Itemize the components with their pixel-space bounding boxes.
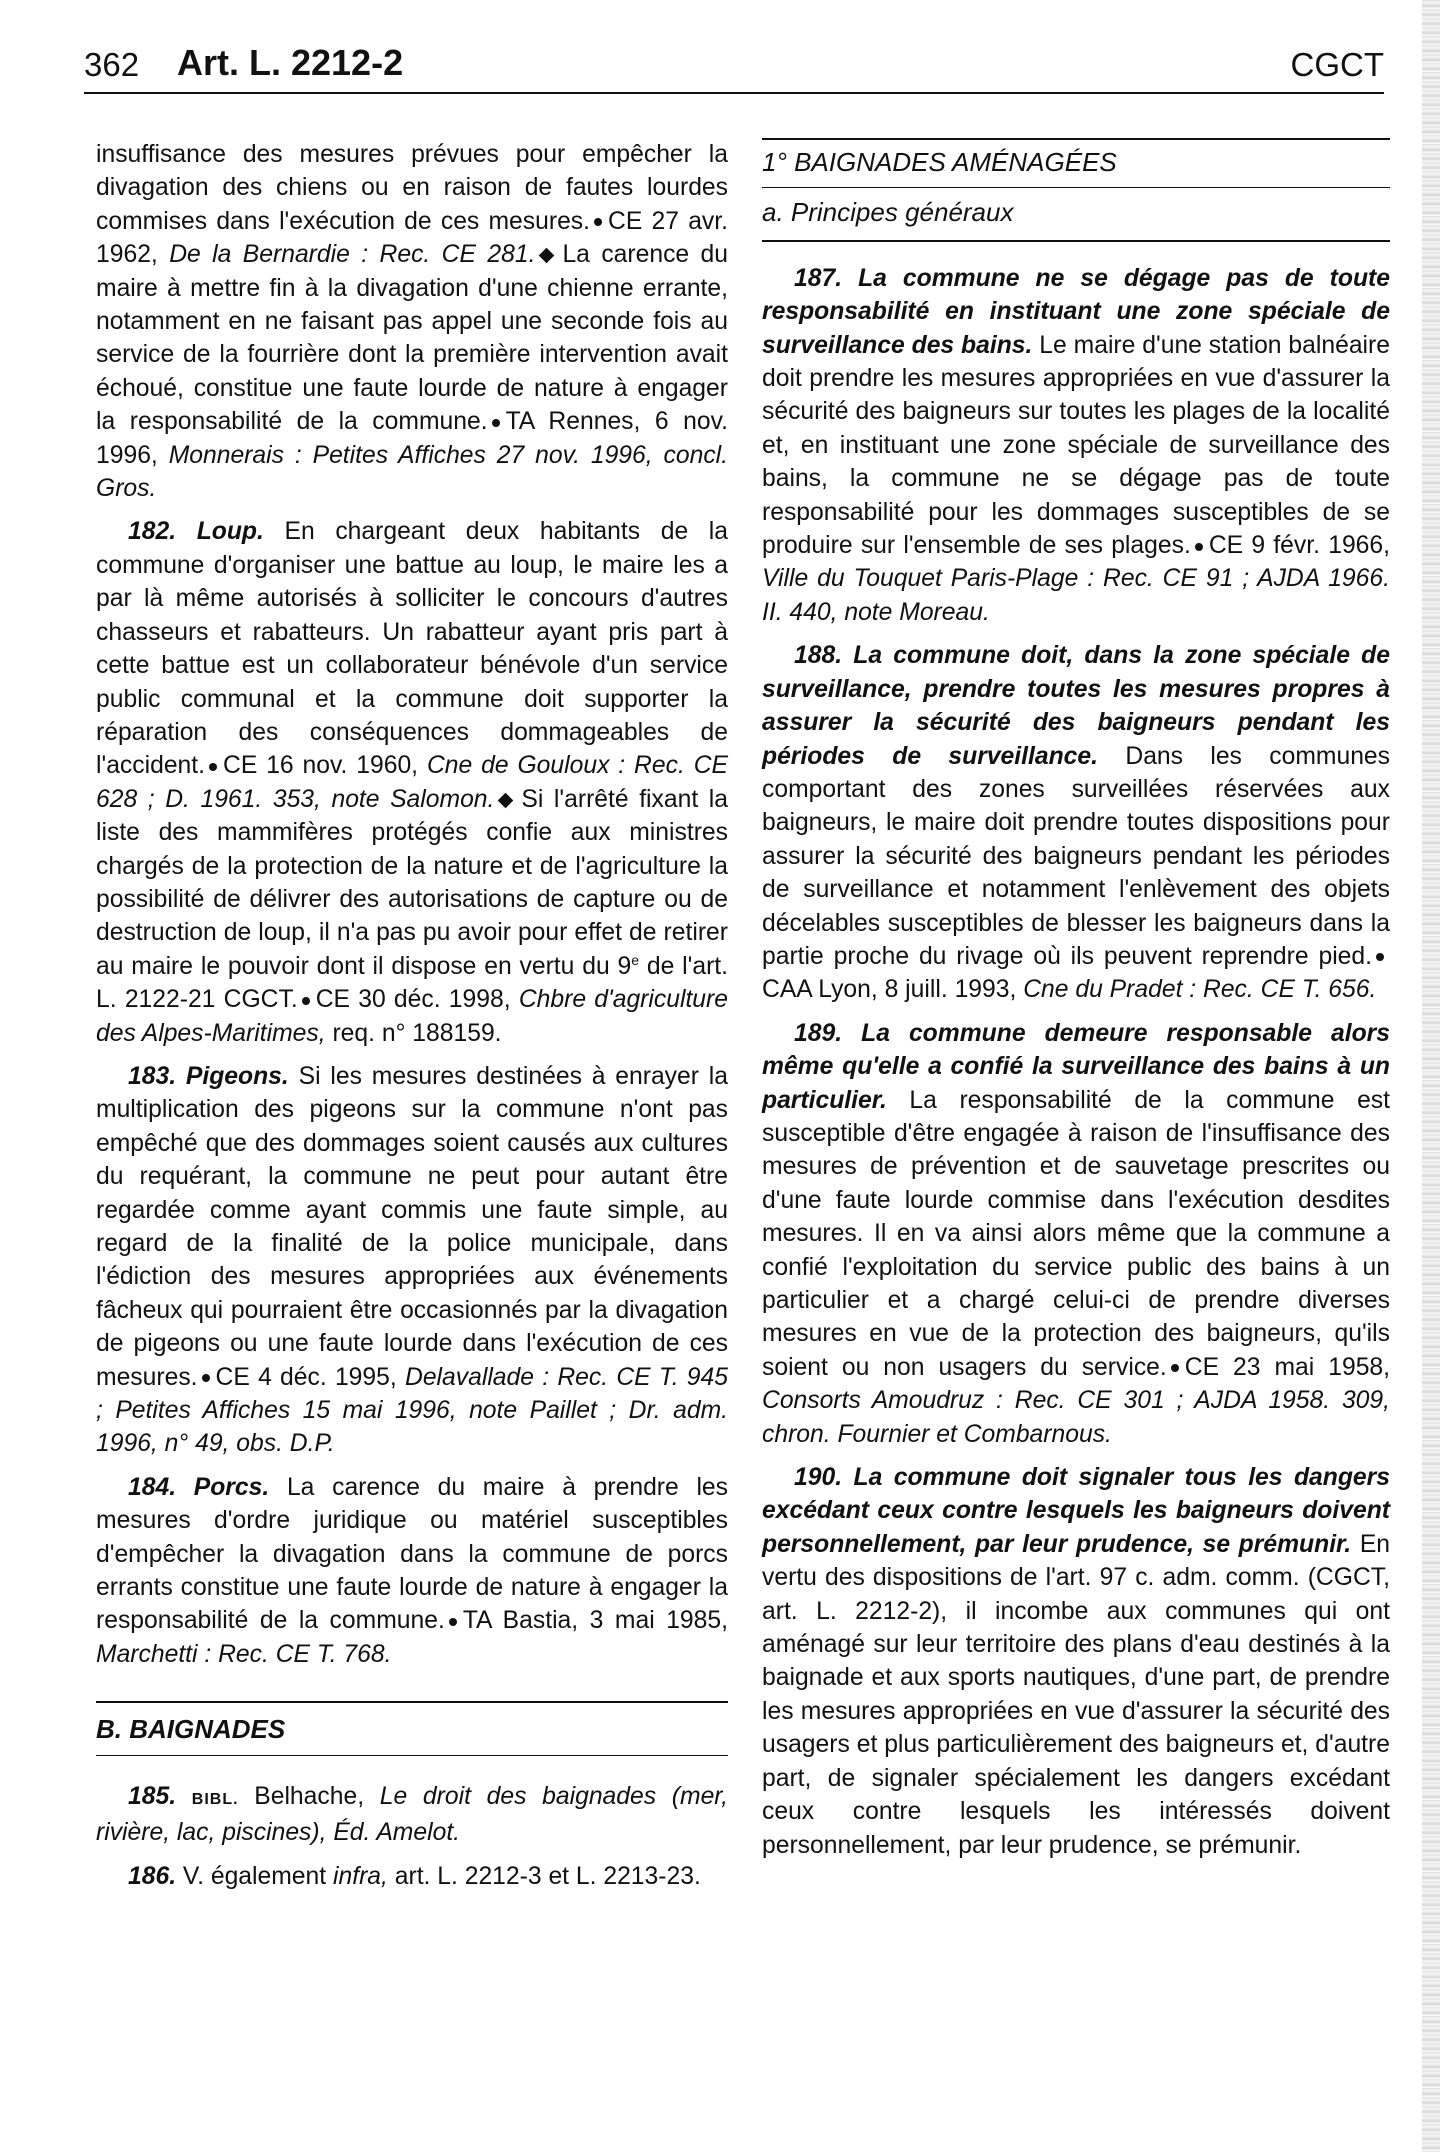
section-heading-baignades: B. BAIGNADES <box>96 1701 728 1755</box>
diamond-icon <box>498 792 514 808</box>
paragraph-188: 188. La commune doit, dans la zone spéciale de surveillance, prendre toutes les mesures propres à assurer la sécurité des baigneurs pendant les périodes de surveillance. Dans les communes comportant des zones surveillées réservées aux baigneurs, le maire doit prendre toutes dispositions pour assurer la sécurité des baigneurs pendant les périodes de surveillance et notamment l'enlèvement des objets décelables susceptibles de blesser les baigneurs dans la partie proche du rivage où ils peuvent reprendre pied.CAA Lyon, 8 juill. 1993, Cne du Pradet : Rec. CE T. 656. <box>762 642 1390 1004</box>
subsection-heading-principes: a. Principes généraux <box>762 188 1390 241</box>
bullet-icon <box>1376 953 1384 961</box>
code-name: CGCT <box>1290 46 1384 83</box>
paragraph-182: 182. Loup. En chargeant deux habitants de la commune d'organiser une battue au loup, le maire les a par là même autorisés à solliciter le concours d'autres chasseurs et rabatteurs. Un rabatteur ayant pris part à cette battue est un collaborateur bénévole d'un service public communal et la commune doit supporter la réparation des conséquences dommageables de l'accident. CE 16 nov. 1960, Cne de Gouloux : Rec. CE 628 ; D. 1961. 353, note Salomon. Si l'arrêté fixant la liste des mammifères protégés confie aux ministres chargés de la protection de la nature et de l'agriculture la possibilité de délivrer des autorisations de capture ou de destruction de loup, il n'a pas pu avoir pour effet de retirer au maire le pouvoir dont il dispose en vertu du 9e de l'art. L. 2122-21 CGCT. CE 30 déc. 1998, Chbre d'agriculture des Alpes-Maritimes, req. n° 188159. <box>96 518 729 1047</box>
paragraph-190: 190. La commune doit signaler tous les dangers excédant ceux contre lesquels les baigneurs doivent personnellement, par leur prudence, se prémunir. En vertu des dispositions de l'art. 97 c. adm. comm. (CGCT, art. L. 2212-2), il incombe aux communes qui ont aménagé sur leur territoire des plans d'eau destinés à la baignade et aux sports nautiques, d'une part, de prendre les mesures appropriées en vue d'assurer la sécurité des usagers et plus particulièrement des baigneurs et, d'autre part, de signaler spécialement les dangers excédant ceux contre lesquels les intéressés doivent personnellement, par leur prudence, se prémunir. <box>762 1464 1391 1859</box>
bullet-icon <box>202 1374 210 1382</box>
paragraph-187: 187. La commune ne se dégage pas de toute responsabilité en instituant une zone spéciale de surveillance des bains. Le maire d'une station balnéaire doit prendre les mesures appropriées en vue d'assurer la sécurité des baigneurs sur toutes les plages de la localité et, en instituant une zone spéciale de surveillance des bains, la commune ne se dégage pas de toute responsabilité pour les dommages susceptibles de se produire sur l'ensemble de ses plages. CE 9 févr. 1966, Ville du Touquet Paris-Plage : Rec. CE 91 ; AJDA 1966. II. 440, note Moreau. <box>762 264 1391 626</box>
article-reference: Art. L. 2212-2 <box>177 42 404 83</box>
page-header <box>84 40 1384 96</box>
paragraph-184: 184. Porcs. La carence du maire à prendre les mesures d'ordre juridique ou matériel susceptibles d'empêcher la divagation dans la commune de porcs errants constitue une faute lourde de nature à engager la responsabilité de la commune. TA Bastia, 3 mai 1985, Marchetti : Rec. CE T. 768. <box>96 1473 729 1668</box>
bullet-icon <box>1195 543 1203 551</box>
right-column <box>762 138 1390 1872</box>
paragraph-186: 186. V. également infra, art. L. 2212-3 et L. 2213-23. <box>128 1862 701 1890</box>
bullet-icon <box>449 1618 457 1626</box>
header-rule <box>84 92 1384 94</box>
paragraph-continued: insuffisance des mesures prévues pour empêcher la divagation des chiens ou en raison de fautes lourdes commises dans l'exécution de ces mesures. CE 27 avr. 1962, De la Bernardie : Rec. CE 281. La carence du maire à mettre fin à la divagation d'une chienne errante, notamment en ne faisant pas appel une seconde fois au service de la fourrière dont la première intervention avait échoué, constitue une faute lourde de nature à engager la responsabilité de la commune. TA Rennes, 6 nov. 1996, Monnerais : Petites Affiches 27 nov. 1996, concl. Gros. <box>96 141 729 503</box>
diamond-icon <box>539 248 555 264</box>
bullet-icon <box>302 997 310 1005</box>
bullet-icon <box>1171 1364 1179 1372</box>
section-heading-baignades-amenagees: 1° BAIGNADES AMÉNAGÉES <box>762 138 1390 188</box>
bullet-icon <box>492 419 500 427</box>
scanned-page-edge <box>1422 0 1440 2152</box>
bullet-icon <box>209 763 217 771</box>
page-number: 362 <box>84 46 140 83</box>
bullet-icon <box>594 218 602 226</box>
paragraph-185: 185. BIBL. Belhache, Le droit des baignades (mer, rivière, lac, piscines), Éd. Amelot. <box>96 1782 729 1847</box>
paragraph-183: 183. Pigeons. Si les mesures destinées à enrayer la multiplication des pigeons sur la commune n'ont pas empêché que des dommages soient causés aux cultures du requérant, la commune ne peut pour autant être regardée comme ayant commis une faute simple, au regard de la finalité de la police municipale, dans l'édiction des mesures appropriées aux événements fâcheux qui pourraient être occasionnés par la divagation de pigeons ou une faute lourde dans l'exécution de ces mesures. CE 4 déc. 1995, Delavallade : Rec. CE T. 945 ; Petites Affiches 15 mai 1996, note Paillet ; Dr. adm. 1996, n° 49, obs. D.P. <box>96 1062 729 1458</box>
left-column <box>96 138 728 1903</box>
paragraph-189: 189. La commune demeure responsable alors même qu'elle a confié la surveillance des bains à un particulier. La responsabilité de la commune est susceptible d'être engagée à raison de l'insuffisance des mesures de prévention et de sauvetage prescrites ou d'une faute lourde commise dans l'exécution desdites mesures. Il en va ainsi alors même que la commune a confié l'exploitation du service public des bains à un particulier et a chargé celui-ci de prendre diverses mesures en vue de la protection des baigneurs, qu'ils soient ou non usagers du service. CE 23 mai 1958, Consorts Amoudruz : Rec. CE 301 ; AJDA 1958. 309, chron. Fournier et Combarnous. <box>762 1019 1391 1448</box>
